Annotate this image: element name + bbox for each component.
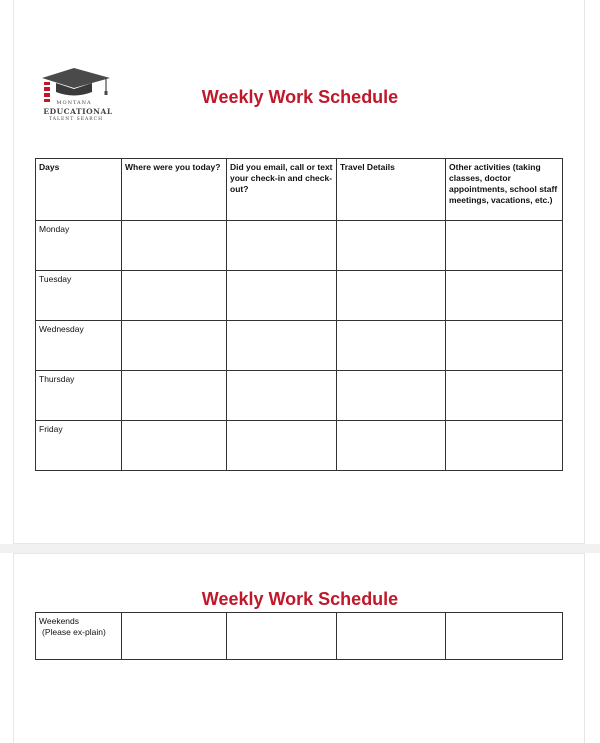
check-in-cell[interactable] bbox=[227, 613, 337, 660]
weekend-table bbox=[35, 612, 563, 660]
day-label: Friday bbox=[36, 421, 122, 471]
table-row bbox=[36, 371, 563, 421]
header-other-activities: Other activities (taking classes, doctor appointments, school staff meetings, vacations, etc.) bbox=[446, 159, 563, 221]
header-row bbox=[36, 159, 563, 221]
table-row bbox=[36, 421, 563, 471]
travel-cell[interactable] bbox=[337, 613, 446, 660]
logo bbox=[36, 66, 116, 126]
header-travel: Travel Details bbox=[337, 159, 446, 221]
check-in-cell[interactable] bbox=[227, 421, 337, 471]
location-cell[interactable] bbox=[122, 221, 227, 271]
weekend-label: Weekends bbox=[39, 616, 80, 626]
header-days: Days bbox=[36, 159, 122, 221]
table-row bbox=[36, 221, 563, 271]
travel-cell[interactable] bbox=[337, 421, 446, 471]
location-cell[interactable] bbox=[122, 321, 227, 371]
weekend-note: (Please ex-plain) bbox=[42, 627, 106, 637]
travel-cell[interactable] bbox=[337, 271, 446, 321]
activities-cell[interactable] bbox=[446, 371, 563, 421]
check-in-cell[interactable] bbox=[227, 321, 337, 371]
table-row bbox=[36, 271, 563, 321]
graduation-cap-icon bbox=[36, 66, 116, 104]
travel-cell[interactable] bbox=[337, 321, 446, 371]
activities-cell[interactable] bbox=[446, 613, 563, 660]
header-location: Where were you today? bbox=[122, 159, 227, 221]
day-label: Monday bbox=[36, 221, 122, 271]
check-in-cell[interactable] bbox=[227, 271, 337, 321]
travel-cell[interactable] bbox=[337, 221, 446, 271]
table-row bbox=[36, 613, 563, 660]
location-cell[interactable] bbox=[122, 271, 227, 321]
logo-line-3: TALENT SEARCH bbox=[48, 117, 104, 122]
schedule-table bbox=[35, 158, 563, 471]
location-cell[interactable] bbox=[122, 371, 227, 421]
page-title-2: Weekly Work Schedule bbox=[201, 589, 399, 609]
day-label: Tuesday bbox=[36, 271, 122, 321]
location-cell[interactable] bbox=[122, 613, 227, 660]
logo-line-2: EDUCATIONAL bbox=[43, 107, 113, 116]
header-check-in: Did you email, call or text your check-in and check-out? bbox=[227, 159, 337, 221]
check-in-cell[interactable] bbox=[227, 221, 337, 271]
page-title: Weekly Work Schedule bbox=[201, 87, 399, 107]
check-in-cell[interactable] bbox=[227, 371, 337, 421]
table-row bbox=[36, 321, 563, 371]
day-label: Thursday bbox=[36, 371, 122, 421]
travel-cell[interactable] bbox=[337, 371, 446, 421]
location-cell[interactable] bbox=[122, 421, 227, 471]
activities-cell[interactable] bbox=[446, 321, 563, 371]
activities-cell[interactable] bbox=[446, 271, 563, 321]
day-label: Wednesday bbox=[36, 321, 122, 371]
page-separator bbox=[0, 544, 600, 553]
weekend-label-cell bbox=[36, 613, 122, 660]
logo-line-1: MONTANA bbox=[56, 100, 92, 106]
activities-cell[interactable] bbox=[446, 421, 563, 471]
activities-cell[interactable] bbox=[446, 221, 563, 271]
